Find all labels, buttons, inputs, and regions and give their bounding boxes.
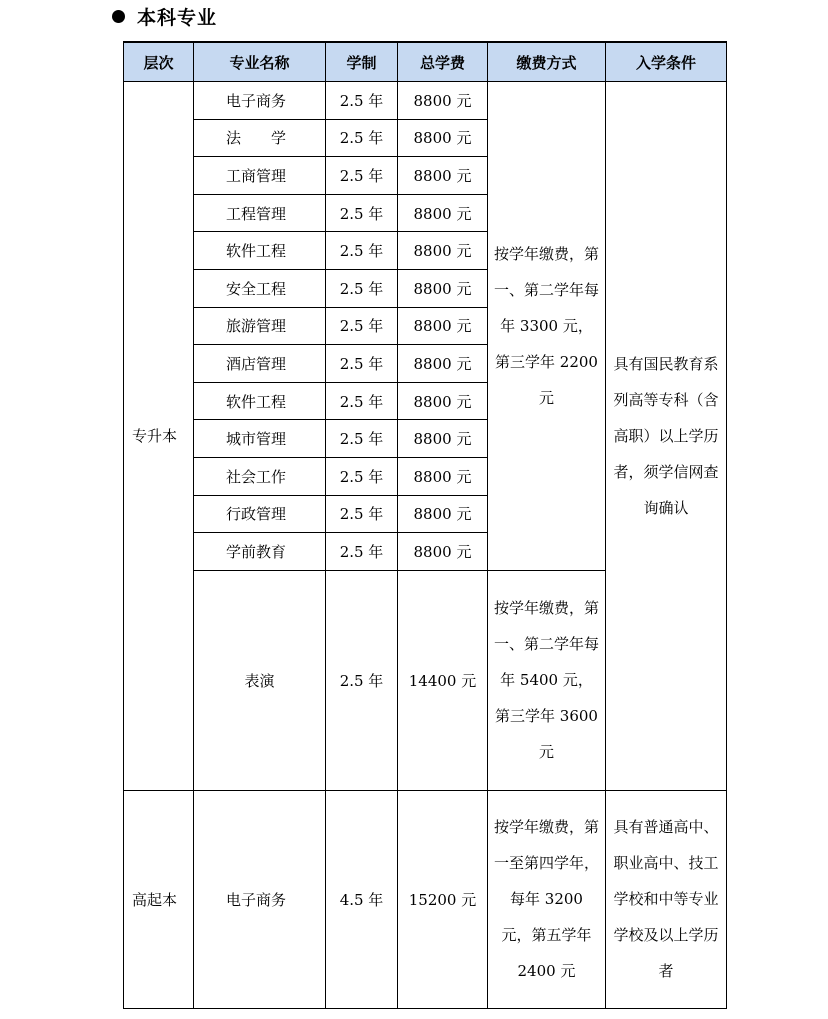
fee-cell: 8800 元 — [398, 119, 488, 157]
duration-cell: 2.5 年 — [326, 533, 398, 571]
major-cell: 旅游管理 — [194, 307, 326, 345]
major-cell: 软件工程 — [194, 382, 326, 420]
duration-cell: 2.5 年 — [326, 82, 398, 120]
fee-cell: 8800 元 — [398, 232, 488, 270]
fee-cell: 8800 元 — [398, 382, 488, 420]
fee-cell: 8800 元 — [398, 533, 488, 571]
header-level: 层次 — [124, 42, 194, 82]
header-major: 专业名称 — [194, 42, 326, 82]
duration-cell: 2.5 年 — [326, 457, 398, 495]
condition-cell: 具有普通高中、职业高中、技工学校和中等专业学校及以上学历者 — [606, 790, 727, 1008]
fee-cell: 8800 元 — [398, 307, 488, 345]
duration-cell: 2.5 年 — [326, 119, 398, 157]
major-cell: 酒店管理 — [194, 345, 326, 383]
duration-cell: 2.5 年 — [326, 495, 398, 533]
fee-cell: 15200 元 — [398, 790, 488, 1008]
special-payment-cell: 按学年缴费，第一、第二学年每年 5400 元，第三学年 3600 元 — [488, 570, 606, 790]
duration-cell: 2.5 年 — [326, 307, 398, 345]
fee-cell: 8800 元 — [398, 82, 488, 120]
fee-cell: 8800 元 — [398, 194, 488, 232]
major-cell: 软件工程 — [194, 232, 326, 270]
major-cell: 学前教育 — [194, 533, 326, 571]
condition-cell: 具有国民教育系列高等专科（含高职）以上学历者，须学信网查询确认 — [606, 82, 727, 791]
fee-cell: 8800 元 — [398, 345, 488, 383]
header-payment: 缴费方式 — [488, 42, 606, 82]
fee-cell: 8800 元 — [398, 269, 488, 307]
special-major-cell: 表演 — [194, 570, 326, 790]
duration-cell: 4.5 年 — [326, 790, 398, 1008]
program-table — [123, 41, 727, 1009]
table-row — [124, 82, 727, 120]
major-cell: 工程管理 — [194, 194, 326, 232]
bullet-icon — [112, 10, 125, 23]
duration-cell: 2.5 年 — [326, 269, 398, 307]
fee-cell: 8800 元 — [398, 157, 488, 195]
section-title: 本科专业 — [137, 6, 218, 29]
duration-cell: 2.5 年 — [326, 345, 398, 383]
duration-cell: 2.5 年 — [326, 194, 398, 232]
special-duration-cell: 2.5 年 — [326, 570, 398, 790]
major-cell: 安全工程 — [194, 269, 326, 307]
section-heading — [112, 2, 217, 30]
major-cell: 城市管理 — [194, 420, 326, 458]
major-cell: 电子商务 — [194, 82, 326, 120]
major-cell: 法 学 — [194, 119, 326, 157]
fee-cell: 8800 元 — [398, 420, 488, 458]
fee-cell: 8800 元 — [398, 457, 488, 495]
header-condition: 入学条件 — [606, 42, 727, 82]
duration-cell: 2.5 年 — [326, 420, 398, 458]
major-cell: 行政管理 — [194, 495, 326, 533]
payment-cell: 按学年缴费，第一、第二学年每年 3300 元，第三学年 2200 元 — [488, 82, 606, 571]
table-row — [124, 790, 727, 1008]
payment-cell: 按学年缴费，第一至第四学年，每年 3200 元，第五学年 2400 元 — [488, 790, 606, 1008]
duration-cell: 2.5 年 — [326, 382, 398, 420]
special-fee-cell: 14400 元 — [398, 570, 488, 790]
header-duration: 学制 — [326, 42, 398, 82]
major-cell: 社会工作 — [194, 457, 326, 495]
duration-cell: 2.5 年 — [326, 157, 398, 195]
header-fee: 总学费 — [398, 42, 488, 82]
fee-cell: 8800 元 — [398, 495, 488, 533]
duration-cell: 2.5 年 — [326, 232, 398, 270]
header-row — [124, 42, 727, 82]
major-cell: 工商管理 — [194, 157, 326, 195]
level-cell: 专升本 — [124, 82, 194, 791]
level-cell: 高起本 — [124, 790, 194, 1008]
major-cell: 电子商务 — [194, 790, 326, 1008]
